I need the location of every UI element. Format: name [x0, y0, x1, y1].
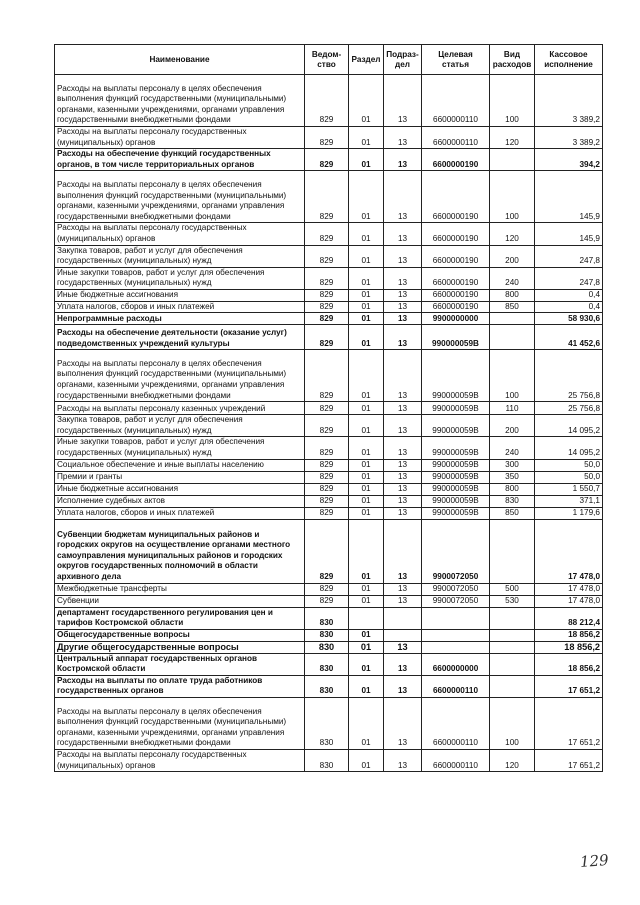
cell-section	[349, 607, 384, 629]
cell-section: 01	[349, 267, 384, 289]
cell-name: Расходы на выплаты персоналу в целях обеспечения выполнения функций государственными (муниципальными) органами, казенными учреждениями, органами управления государственными внебюджетными фондами	[55, 75, 305, 127]
header-subsection-text: Подраз- дел	[386, 49, 419, 69]
cell-amount: 145,9	[535, 223, 603, 245]
cell-subsection: 13	[384, 653, 422, 675]
cell-amount: 0,4	[535, 289, 603, 301]
cell-subsection: 13	[384, 75, 422, 127]
table-row	[55, 127, 603, 149]
page-number: 129	[579, 851, 610, 871]
cell-type: 830	[490, 495, 535, 507]
cell-target: 6600000190	[422, 149, 490, 171]
cell-name: Расходы на выплаты персоналу государственных (муниципальных) органов	[55, 223, 305, 245]
cell-dept: 829	[305, 350, 349, 402]
cell-dept: 830	[305, 629, 349, 641]
cell-target: 990000059В	[422, 459, 490, 471]
cell-type: 200	[490, 245, 535, 267]
cell-type	[490, 675, 535, 697]
cell-type: 850	[490, 507, 535, 519]
table-row	[55, 171, 603, 223]
cell-name: департамент государственного регулирования цен и тарифов Костромской области	[55, 607, 305, 629]
cell-amount: 14 095,2	[535, 415, 603, 437]
cell-dept: 829	[305, 245, 349, 267]
cell-type	[490, 607, 535, 629]
cell-name: Исполнение судебных актов	[55, 495, 305, 507]
cell-section: 01	[349, 127, 384, 149]
cell-type: 500	[490, 583, 535, 595]
cell-section: 01	[349, 507, 384, 519]
cell-target: 990000059В	[422, 350, 490, 402]
table-row	[55, 698, 603, 750]
cell-amount: 17 651,2	[535, 698, 603, 750]
cell-section: 01	[349, 583, 384, 595]
cell-target: 9900072050	[422, 595, 490, 607]
cell-dept: 829	[305, 402, 349, 415]
table-row	[55, 415, 603, 437]
cell-name: Иные бюджетные ассигнования	[55, 289, 305, 301]
cell-target: 990000059В	[422, 495, 490, 507]
cell-section: 01	[349, 641, 384, 653]
header-target	[422, 45, 490, 75]
cell-dept: 829	[305, 583, 349, 595]
cell-target: 6600000190	[422, 223, 490, 245]
cell-dept: 829	[305, 127, 349, 149]
cell-subsection: 13	[384, 149, 422, 171]
cell-dept: 829	[305, 313, 349, 325]
cell-section: 01	[349, 289, 384, 301]
cell-subsection: 13	[384, 402, 422, 415]
cell-target: 9900072050	[422, 583, 490, 595]
cell-type: 120	[490, 750, 535, 772]
cell-amount: 14 095,2	[535, 437, 603, 459]
table-row	[55, 653, 603, 675]
cell-name: Расходы на выплаты персоналу государственных (муниципальных) органов	[55, 750, 305, 772]
cell-subsection: 13	[384, 675, 422, 697]
header-amount	[535, 45, 603, 75]
cell-type: 850	[490, 301, 535, 313]
cell-target: 9900000000	[422, 313, 490, 325]
cell-subsection: 13	[384, 583, 422, 595]
cell-section: 01	[349, 313, 384, 325]
table-row	[55, 471, 603, 483]
cell-amount: 25 756,8	[535, 402, 603, 415]
cell-section: 01	[349, 325, 384, 350]
cell-type	[490, 519, 535, 583]
cell-type: 100	[490, 75, 535, 127]
cell-type: 120	[490, 223, 535, 245]
cell-type	[490, 313, 535, 325]
cell-name: Уплата налогов, сборов и иных платежей	[55, 301, 305, 313]
table-row	[55, 437, 603, 459]
cell-dept: 829	[305, 483, 349, 495]
cell-name: Субвенции	[55, 595, 305, 607]
cell-dept: 830	[305, 641, 349, 653]
cell-subsection: 13	[384, 350, 422, 402]
cell-target: 990000059В	[422, 507, 490, 519]
cell-amount: 394,2	[535, 149, 603, 171]
cell-subsection: 13	[384, 519, 422, 583]
cell-subsection: 13	[384, 313, 422, 325]
cell-target	[422, 629, 490, 641]
cell-subsection: 13	[384, 483, 422, 495]
cell-name: Центральный аппарат государственных органов Костромской области	[55, 653, 305, 675]
table-row	[55, 313, 603, 325]
cell-target: 6600000190	[422, 301, 490, 313]
cell-subsection: 13	[384, 127, 422, 149]
cell-amount: 18 856,2	[535, 653, 603, 675]
table-row	[55, 519, 603, 583]
cell-amount: 58 930,6	[535, 313, 603, 325]
cell-type: 200	[490, 415, 535, 437]
cell-amount: 247,8	[535, 267, 603, 289]
cell-target	[422, 607, 490, 629]
cell-section: 01	[349, 483, 384, 495]
cell-dept: 829	[305, 223, 349, 245]
header-type	[490, 45, 535, 75]
cell-section: 01	[349, 750, 384, 772]
cell-target: 6600000190	[422, 289, 490, 301]
cell-subsection: 13	[384, 267, 422, 289]
table-row	[55, 325, 603, 350]
table-row	[55, 149, 603, 171]
table-row	[55, 507, 603, 519]
cell-name: Иные закупки товаров, работ и услуг для обеспечения государственных (муниципальных) нужд	[55, 267, 305, 289]
header-dept-text: Ведом- ство	[311, 49, 342, 69]
table-row	[55, 350, 603, 402]
header-name: Наименование	[55, 45, 305, 75]
cell-dept: 829	[305, 507, 349, 519]
cell-dept: 829	[305, 595, 349, 607]
cell-name: Премии и гранты	[55, 471, 305, 483]
cell-name: Общегосударственные вопросы	[55, 629, 305, 641]
cell-section: 01	[349, 223, 384, 245]
cell-subsection: 13	[384, 289, 422, 301]
table-row	[55, 675, 603, 697]
cell-section: 01	[349, 75, 384, 127]
cell-target: 990000059В	[422, 471, 490, 483]
cell-dept: 830	[305, 653, 349, 675]
cell-section: 01	[349, 171, 384, 223]
cell-target: 990000059В	[422, 483, 490, 495]
header-type-text: Вид расходов	[492, 49, 532, 69]
cell-name: Социальное обеспечение и иные выплаты населению	[55, 459, 305, 471]
cell-name: Межбюджетные трансферты	[55, 583, 305, 595]
cell-type	[490, 149, 535, 171]
table-row	[55, 607, 603, 629]
cell-target	[422, 641, 490, 653]
cell-name: Расходы на обеспечение функций государственных органов, в том числе территориальных органов	[55, 149, 305, 171]
cell-target: 990000059В	[422, 437, 490, 459]
cell-subsection: 13	[384, 750, 422, 772]
table-row	[55, 289, 603, 301]
table-body	[55, 75, 603, 772]
cell-dept: 829	[305, 289, 349, 301]
cell-subsection: 13	[384, 507, 422, 519]
cell-subsection: 13	[384, 325, 422, 350]
cell-amount: 50,0	[535, 459, 603, 471]
cell-section: 01	[349, 698, 384, 750]
cell-target: 6600000190	[422, 171, 490, 223]
cell-type: 120	[490, 127, 535, 149]
cell-dept: 829	[305, 519, 349, 583]
cell-subsection: 13	[384, 698, 422, 750]
table-row	[55, 629, 603, 641]
cell-section: 01	[349, 519, 384, 583]
cell-name: Субвенции бюджетам муниципальных районов и городских округов на осуществление органами местного самоуправления муниципальных районов и городских округов государственных полномочий в области архивного дела	[55, 519, 305, 583]
cell-target: 9900072050	[422, 519, 490, 583]
cell-name: Закупка товаров, работ и услуг для обеспечения государственных (муниципальных) нужд	[55, 245, 305, 267]
cell-section: 01	[349, 459, 384, 471]
table-row	[55, 75, 603, 127]
cell-type: 240	[490, 267, 535, 289]
cell-dept: 830	[305, 750, 349, 772]
cell-target: 990000059В	[422, 415, 490, 437]
cell-target: 6600000110	[422, 75, 490, 127]
table-row	[55, 267, 603, 289]
cell-dept: 830	[305, 607, 349, 629]
table-row	[55, 402, 603, 415]
cell-section: 01	[349, 495, 384, 507]
cell-subsection: 13	[384, 171, 422, 223]
cell-amount: 3 389,2	[535, 127, 603, 149]
cell-subsection: 13	[384, 595, 422, 607]
cell-subsection: 13	[384, 223, 422, 245]
cell-target: 990000059В	[422, 402, 490, 415]
cell-target: 6600000190	[422, 267, 490, 289]
cell-dept: 829	[305, 325, 349, 350]
table-row	[55, 459, 603, 471]
cell-subsection: 13	[384, 459, 422, 471]
table-row	[55, 750, 603, 772]
cell-name: Расходы на обеспечение деятельности (оказание услуг) подведомственных учреждений культуры	[55, 325, 305, 350]
cell-name: Иные бюджетные ассигнования	[55, 483, 305, 495]
cell-amount: 1 179,6	[535, 507, 603, 519]
cell-subsection: 13	[384, 301, 422, 313]
cell-name: Расходы на выплаты персоналу в целях обеспечения выполнения функций государственными (муниципальными) органами, казенными учреждениями, органами управления государственными внебюджетными фондами	[55, 171, 305, 223]
cell-type: 110	[490, 402, 535, 415]
cell-dept: 829	[305, 149, 349, 171]
cell-name: Другие общегосударственные вопросы	[55, 641, 305, 653]
cell-dept: 829	[305, 471, 349, 483]
cell-subsection: 13	[384, 437, 422, 459]
cell-name: Расходы на выплаты персоналу казенных учреждений	[55, 402, 305, 415]
cell-subsection: 13	[384, 641, 422, 653]
header-amount-text: Кассовое исполнение	[544, 49, 593, 69]
cell-type	[490, 629, 535, 641]
cell-section: 01	[349, 471, 384, 483]
cell-amount: 17 478,0	[535, 519, 603, 583]
cell-name: Уплата налогов, сборов и иных платежей	[55, 507, 305, 519]
cell-section: 01	[349, 149, 384, 171]
table-row	[55, 583, 603, 595]
cell-name: Непрограммные расходы	[55, 313, 305, 325]
cell-subsection: 13	[384, 495, 422, 507]
cell-name: Расходы на выплаты персоналу государственных (муниципальных) органов	[55, 127, 305, 149]
budget-table	[54, 44, 603, 772]
table-row	[55, 483, 603, 495]
cell-amount: 41 452,6	[535, 325, 603, 350]
cell-name: Расходы на выплаты персоналу в целях обеспечения выполнения функций государственными (муниципальными) органами, казенными учреждениями, органами управления государственными внебюджетными фондами	[55, 698, 305, 750]
header-target-text: Целевая статья	[438, 49, 473, 69]
cell-type: 100	[490, 171, 535, 223]
cell-amount: 247,8	[535, 245, 603, 267]
table-row	[55, 641, 603, 653]
cell-name: Расходы на выплаты по оплате труда работников государственных органов	[55, 675, 305, 697]
cell-section: 01	[349, 675, 384, 697]
cell-section: 01	[349, 350, 384, 402]
cell-section: 01	[349, 595, 384, 607]
cell-section: 01	[349, 629, 384, 641]
header-row	[55, 45, 603, 75]
cell-section: 01	[349, 402, 384, 415]
header-section: Раздел	[349, 45, 384, 75]
cell-type	[490, 325, 535, 350]
cell-section: 01	[349, 245, 384, 267]
cell-dept: 829	[305, 75, 349, 127]
cell-subsection: 13	[384, 471, 422, 483]
cell-type: 800	[490, 483, 535, 495]
cell-dept: 829	[305, 301, 349, 313]
cell-target: 6600000110	[422, 675, 490, 697]
cell-amount: 3 389,2	[535, 75, 603, 127]
cell-type: 300	[490, 459, 535, 471]
cell-type: 240	[490, 437, 535, 459]
cell-amount: 25 756,8	[535, 350, 603, 402]
table-row	[55, 495, 603, 507]
cell-dept: 829	[305, 171, 349, 223]
cell-amount: 17 651,2	[535, 750, 603, 772]
cell-target: 6600000110	[422, 750, 490, 772]
cell-dept: 829	[305, 415, 349, 437]
cell-target: 6600000190	[422, 245, 490, 267]
cell-amount: 1 550,7	[535, 483, 603, 495]
cell-type: 800	[490, 289, 535, 301]
cell-type: 350	[490, 471, 535, 483]
cell-type	[490, 653, 535, 675]
table-row	[55, 301, 603, 313]
cell-dept: 829	[305, 267, 349, 289]
cell-section: 01	[349, 301, 384, 313]
cell-amount: 371,1	[535, 495, 603, 507]
cell-name: Расходы на выплаты персоналу в целях обеспечения выполнения функций государственными (муниципальными) органами, казенными учреждениями, органами управления государственными внебюджетными фондами	[55, 350, 305, 402]
cell-dept: 830	[305, 675, 349, 697]
cell-type: 530	[490, 595, 535, 607]
cell-amount: 17 651,2	[535, 675, 603, 697]
cell-amount: 0,4	[535, 301, 603, 313]
cell-dept: 830	[305, 698, 349, 750]
cell-amount: 17 478,0	[535, 595, 603, 607]
cell-target: 6600000110	[422, 698, 490, 750]
cell-dept: 829	[305, 459, 349, 471]
cell-section: 01	[349, 437, 384, 459]
cell-name: Закупка товаров, работ и услуг для обеспечения государственных (муниципальных) нужд	[55, 415, 305, 437]
cell-type: 100	[490, 698, 535, 750]
cell-dept: 829	[305, 437, 349, 459]
header-subsection	[384, 45, 422, 75]
header-dept	[305, 45, 349, 75]
cell-subsection: 13	[384, 245, 422, 267]
cell-target: 6600000110	[422, 127, 490, 149]
cell-type	[490, 641, 535, 653]
table-row	[55, 223, 603, 245]
cell-amount: 17 478,0	[535, 583, 603, 595]
table-row	[55, 245, 603, 267]
cell-amount: 88 212,4	[535, 607, 603, 629]
table-row	[55, 595, 603, 607]
cell-amount: 50,0	[535, 471, 603, 483]
cell-target: 990000059В	[422, 325, 490, 350]
cell-subsection	[384, 607, 422, 629]
cell-name: Иные закупки товаров, работ и услуг для обеспечения государственных (муниципальных) нужд	[55, 437, 305, 459]
cell-target: 6600000000	[422, 653, 490, 675]
cell-subsection: 13	[384, 415, 422, 437]
cell-dept: 829	[305, 495, 349, 507]
cell-amount: 145,9	[535, 171, 603, 223]
cell-amount: 18 856,2	[535, 641, 603, 653]
cell-amount: 18 856,2	[535, 629, 603, 641]
cell-type: 100	[490, 350, 535, 402]
cell-section: 01	[349, 415, 384, 437]
cell-section: 01	[349, 653, 384, 675]
cell-subsection	[384, 629, 422, 641]
